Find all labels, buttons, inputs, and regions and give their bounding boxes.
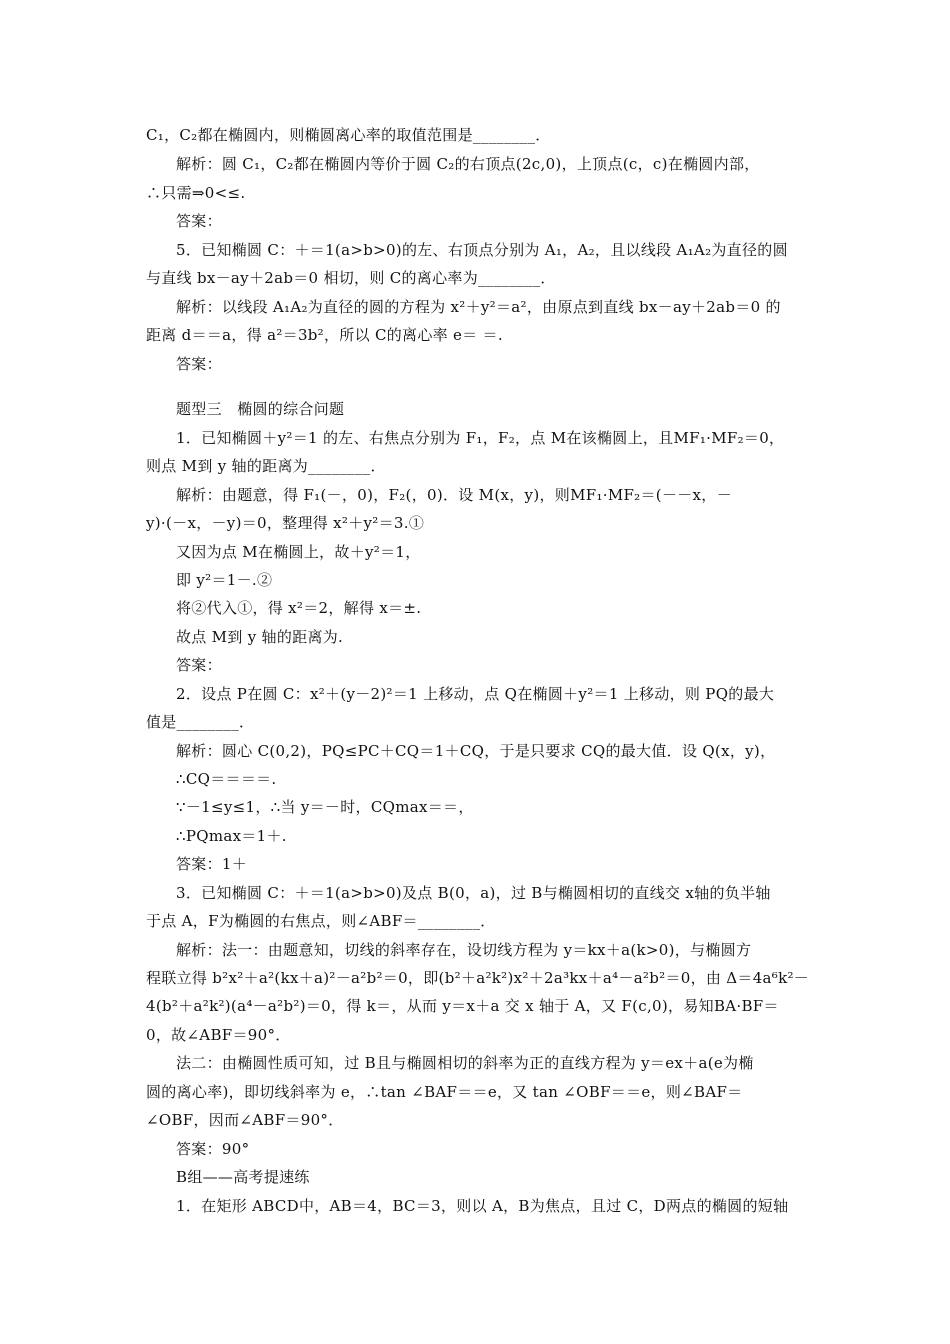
text-line-12: 则点 M到 y 轴的距离为________． xyxy=(146,457,386,475)
text-line-17: 将②代入①，得 x²＝2，解得 x＝±. xyxy=(176,599,422,617)
text-line-31: 4(b²＋a²k²)(a⁴－a²b²)＝0，得 k＝，从而 y＝x＋a 交 x 轴于 A，又 F(c,0)，易知BA·BF＝ xyxy=(146,997,779,1015)
text-line-5: 5．已知椭圆 C：＋＝1(a>b>0)的左、右顶点分别为 A₁，A₂，且以线段 A₁A₂为直径的圆 xyxy=(176,241,788,259)
text-line-7: 解析：以线段 A₁A₂为直径的圆的方程为 x²＋y²＝a²，由原点到直线 bx－ay＋2ab＝0 的 xyxy=(176,298,781,316)
text-line-38: 1．在矩形 ABCD中，AB＝4，BC＝3，则以 A，B为焦点，且过 C，D两点的椭圆的短轴 xyxy=(176,1197,789,1215)
text-line-28: 于点 A，F为椭圆的右焦点，则∠ABF＝________． xyxy=(146,912,496,930)
text-line-3: ∴只需⇒0<≤. xyxy=(146,184,246,202)
text-line-27: 3．已知椭圆 C：＋＝1(a>b>0)及点 B(0，a)，过 B与椭圆相切的直线交 x轴的负半轴 xyxy=(176,884,771,902)
text-line-22: 解析：圆心 C(0,2)，PQ≤PC＋CQ＝1＋CQ，于是只要求 CQ的最大值．设 Q(x，y)， xyxy=(176,742,776,760)
text-line-25: ∴PQmax＝1＋. xyxy=(176,827,287,845)
text-line-37: B组——高考提速练 xyxy=(176,1168,310,1186)
text-line-35: ∠OBF，因而∠ABF＝90°． xyxy=(146,1111,344,1129)
text-line-16: 即 y²＝1－.② xyxy=(176,571,273,589)
text-line-18: 故点 M到 y 轴的距离为. xyxy=(176,628,344,646)
text-line-34: 圆的离心率)，即切线斜率为 e，∴tan ∠BAF＝＝e，又 tan ∠OBF＝＝e，则∠BAF＝ xyxy=(146,1083,743,1101)
text-line-1: C₁，C₂都在椭圆内，则椭圆离心率的取值范围是________． xyxy=(146,126,551,144)
text-line-8: 距离 d＝＝a，得 a²＝3b²，所以 C的离心率 e＝ ＝. xyxy=(146,326,503,344)
text-line-23: ∴CQ＝＝＝＝. xyxy=(176,770,277,788)
text-line-6: 与直线 bx－ay＋2ab＝0 相切，则 C的离心率为________． xyxy=(146,269,556,287)
text-line-2: 解析：圆 C₁，C₂都在椭圆内等价于圆 C₂的右顶点(2c,0)，上顶点(c，c)在椭圆内部， xyxy=(176,155,760,173)
text-line-11: 1．已知椭圆＋y²＝1 的左、右焦点分别为 F₁，F₂，点 M在该椭圆上，且MF₁·MF₂＝0， xyxy=(176,429,785,447)
text-line-14: y)·(－x，－y)＝0，整理得 x²＋y²＝3.① xyxy=(146,514,425,532)
text-line-32: 0，故∠ABF＝90°． xyxy=(146,1026,291,1044)
text-line-19: 答案： xyxy=(176,656,222,674)
text-line-4: 答案： xyxy=(176,212,222,230)
text-line-21: 值是________． xyxy=(146,713,255,731)
text-line-20: 2．设点 P在圆 C：x²＋(y－2)²＝1 上移动，点 Q在椭圆＋y²＝1 上移动，则 PQ的最大 xyxy=(176,685,775,703)
section-heading: 题型三 椭圆的综合问题 xyxy=(176,400,345,418)
text-line-15: 又因为点 M在椭圆上，故＋y²＝1， xyxy=(176,543,421,561)
text-line-26: 答案：1＋ xyxy=(176,855,248,873)
text-line-24: ∵－1≤y≤1，∴当 y＝－时，CQmax＝＝， xyxy=(176,798,474,816)
text-line-30: 程联立得 b²x²＋a²(kx＋a)²－a²b²＝0，即(b²＋a²k²)x²＋2a³kx＋a⁴－a²b²＝0，由 Δ＝4a⁶k²－ xyxy=(146,969,810,987)
text-line-36: 答案：90° xyxy=(176,1140,250,1158)
text-line-9: 答案： xyxy=(176,355,222,373)
text-line-33: 法二：由椭圆性质可知，过 B且与椭圆相切的斜率为正的直线方程为 y＝ex＋a(e为椭 xyxy=(176,1054,754,1072)
text-line-13: 解析：由题意，得 F₁(－，0)，F₂(，0)．设 M(x，y)，则MF₁·MF₂＝(－－x，－ xyxy=(176,486,732,504)
text-line-29: 解析：法一：由题意知，切线的斜率存在，设切线方程为 y＝kx＋a(k>0)，与椭圆方 xyxy=(176,941,752,959)
